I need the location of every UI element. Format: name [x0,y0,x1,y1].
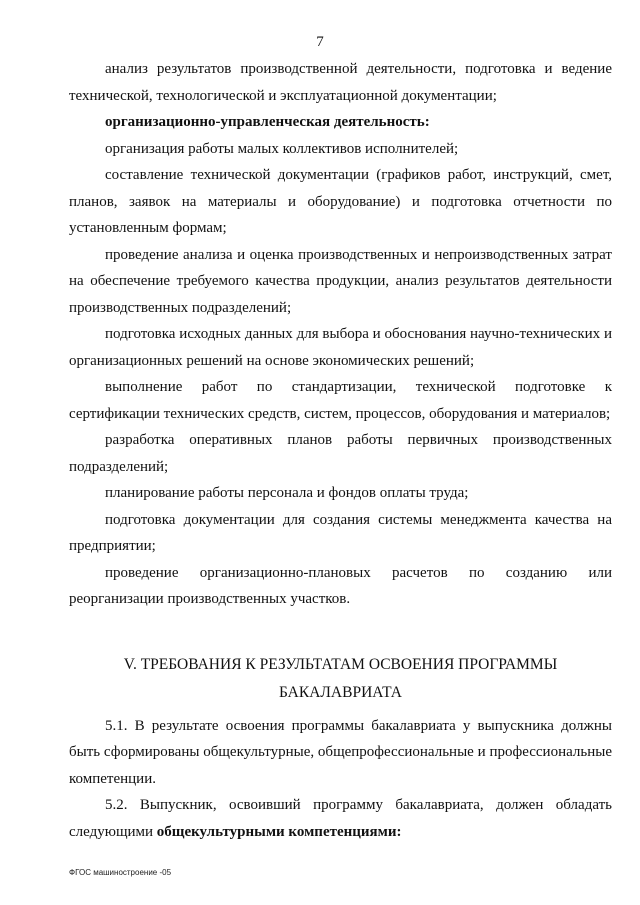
list-item: выполнение работ по стандартизации, технической подготовке к сертификации технических средств, систем, процессов, оборудования и материалов; [69,379,612,422]
page-body [69,56,612,845]
list-item: проведение организационно-плановых расчетов по созданию или реорганизации производственных участков. [69,564,612,607]
paragraph-5-1: 5.1. В результате освоения программы бакалавриата у выпускника должны быть сформированы общекультурные, общепрофессиональные и профессиональные компетенции. [69,717,612,787]
page-number: 7 [316,34,324,50]
list-item: анализ результатов производственной деятельности, подготовка и ведение технической, технологической и эксплуатационной документации; [69,61,612,104]
section-heading [69,651,612,707]
paragraph-5-2-bold: общекультурными компетенциями: [156,823,402,840]
list-item: подготовка исходных данных для выбора и обоснования научно-технических и организационных решений на основе экономических решений; [69,326,612,369]
section-heading-line1: V. ТРЕБОВАНИЯ К РЕЗУЛЬТАТАМ ОСВОЕНИЯ ПРОГРАММЫ [123,655,558,673]
list-item: составление технической документации (графиков работ, инструкций, смет, планов, заявок на материалы и оборудование) и подготовка отчетности по установленным формам; [69,167,612,236]
list-item: разработка оперативных планов работы первичных производственных подразделений; [69,432,612,475]
subsection-title: организационно-управленческая деятельность: [105,114,430,130]
list-item: подготовка документации для создания системы менеджмента качества на предприятии; [69,511,612,554]
footer-note: ФГОС машиностроение -05 [69,868,172,877]
paragraph-5-2 [69,792,612,845]
list-item: организация работы малых коллективов исполнителей; [105,140,459,157]
list-item: планирование работы персонала и фондов оплаты труда; [105,485,469,501]
paragraph-5-2-text: 5.2. Выпускник, освоивший программу бакалавриата, должен обладать следующими [69,797,612,840]
list-item: проведение анализа и оценка производственных и непроизводственных затрат на обеспечение требуемого качества продукции, анализ результатов деятельности производственных подразделений; [69,246,612,316]
section-heading-line2: БАКАЛАВРИАТА [278,683,402,701]
